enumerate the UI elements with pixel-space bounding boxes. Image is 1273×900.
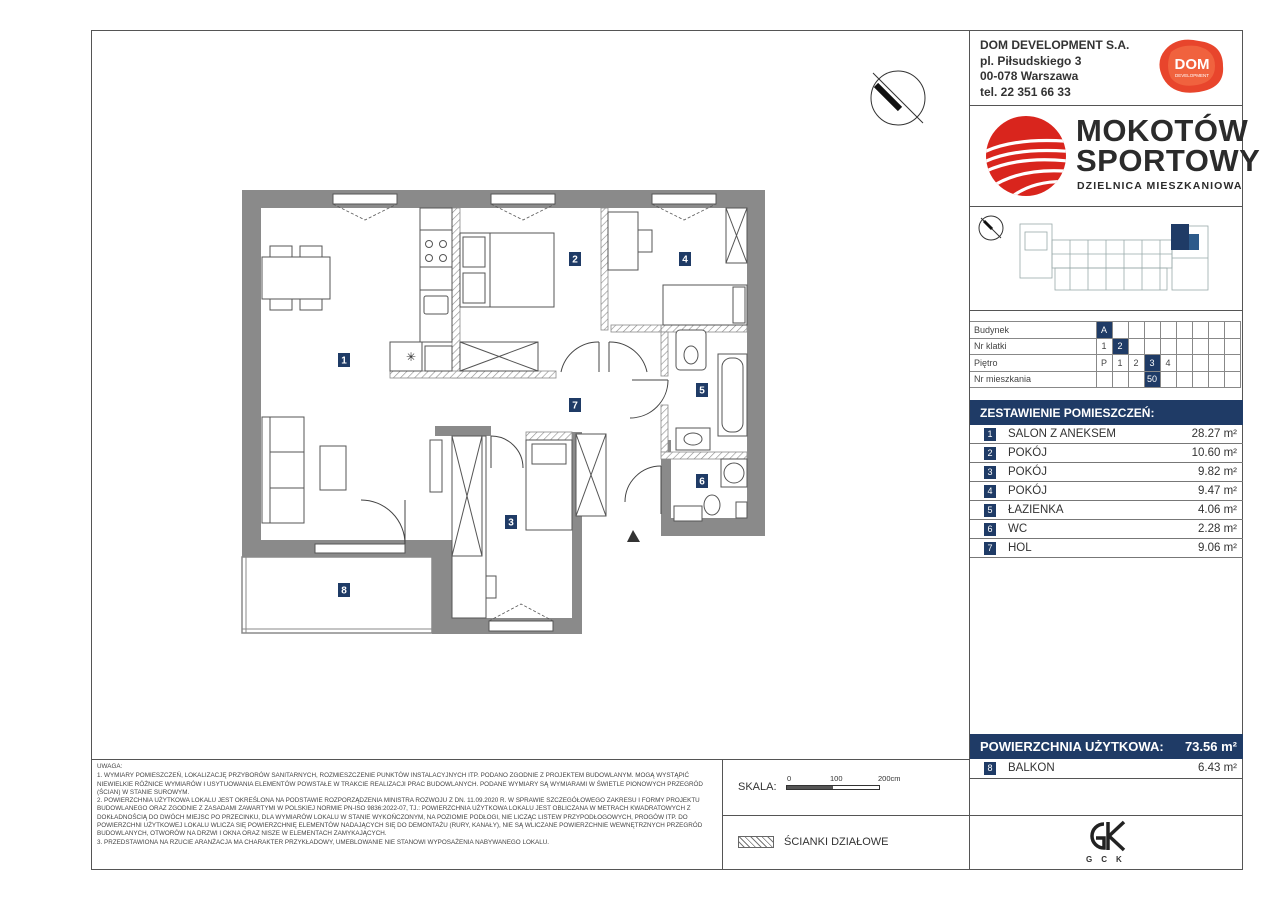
room-number: 3	[984, 466, 996, 479]
svg-text:3: 3	[508, 517, 514, 529]
room-row	[970, 425, 1243, 444]
key-plan-compass-icon	[979, 216, 1003, 240]
room-area: 9.06 m²	[1198, 542, 1237, 554]
compass-icon	[871, 71, 925, 125]
info-cell: 50	[1144, 371, 1160, 388]
total-area-label: POWIERZCHNIA UŻYTKOWA:	[980, 739, 1164, 754]
info-cell	[1208, 322, 1224, 339]
room-number: 4	[984, 485, 996, 498]
info-cell: 1	[1112, 355, 1128, 372]
room-tag-5	[696, 383, 708, 397]
info-cell	[1160, 322, 1176, 339]
key-plan	[975, 210, 1237, 306]
info-cell: A	[1096, 322, 1112, 339]
company-address-city: 00-078 Warszawa	[980, 69, 1079, 83]
scale-label: SKALA:	[738, 781, 777, 793]
info-cell	[1128, 371, 1144, 388]
company-phone: tel. 22 351 66 33	[980, 84, 1071, 99]
info-cell: 3	[1144, 355, 1160, 372]
project-subtitle: DZIELNICA MIESZKANIOWA	[1077, 180, 1243, 192]
scale-tick-200: 200cm	[878, 774, 901, 783]
gck-logo	[1082, 818, 1134, 854]
info-cell	[1096, 371, 1112, 388]
info-cell	[1112, 371, 1128, 388]
room-tag-2	[569, 252, 581, 266]
project-title-line1: MOKOTÓW	[1076, 113, 1249, 148]
room-name: POKÓJ	[1008, 466, 1047, 478]
apartment-info-table	[970, 321, 1241, 388]
scale-bar	[786, 785, 880, 790]
room-tag-7	[569, 398, 581, 412]
svg-text:8: 8	[341, 585, 347, 597]
bathroom-fixtures	[676, 330, 747, 450]
info-cell	[1160, 371, 1176, 388]
fridge-icon: ✳	[406, 350, 417, 364]
info-cell	[1224, 322, 1240, 339]
room-number: 5	[984, 504, 996, 517]
room-row	[970, 539, 1243, 558]
room-tag-3	[505, 515, 517, 529]
dining-table	[262, 246, 330, 310]
room-row	[970, 501, 1243, 520]
room-number: 7	[984, 542, 996, 555]
room-tag-4	[679, 252, 691, 266]
room-row	[970, 482, 1243, 501]
sofa	[262, 417, 346, 523]
balcony-area: 6.43 m²	[1198, 762, 1237, 774]
info-cell	[1224, 338, 1240, 355]
info-row-label: Nr klatki	[970, 338, 1096, 355]
room-area: 2.28 m²	[1198, 523, 1237, 535]
partition-wall-swatch	[738, 836, 774, 848]
info-cell: 2	[1112, 338, 1128, 355]
info-cell	[1192, 355, 1208, 372]
project-title-line2: SPORTOWY	[1076, 143, 1261, 178]
balcony	[242, 557, 432, 633]
room-row	[970, 520, 1243, 539]
info-row-label: Piętro	[970, 355, 1096, 372]
company-block	[980, 38, 1129, 100]
scale-tick-0: 0	[787, 774, 792, 783]
room-name: SALON Z ANEKSEM	[1008, 428, 1117, 440]
note-item-3: 3. PRZEDSTAWIONA NA RZUCIE ARANŻACJA MA CHARAKTER PRZYKŁADOWY, UMEBLOWANIE NIE STANOWI WYPOSAŻENIA NABYWANEGO LOKALU.	[97, 838, 550, 846]
svg-text:4: 4	[682, 254, 688, 266]
sidebar-line-5	[969, 815, 1243, 816]
note-item-2: 2. POWIERZCHNIA UŻYTKOWA LOKALU JEST OKREŚLONA NA PODSTAWIE ROZPORZĄDZENIA MINISTRA ROZWOJU Z DN. 11.09.2020 R. W SPRAWIE SZCZEGÓŁOWEGO ZAKRESU I FORMY PROJEKTU BUDOWLANEGO ORAZ ZGODNIE Z ZASADAMI ZAWARTYMI W POLSKIEJ NORMIE PN-ISO 9836:2022-07, TJ.: POWIERZCHNIA UŻYTKOWA LOKALU JEST OBLICZANA W METRACH KWADRATOWYCH Z DOKŁADNOŚCIĄ DO DWÓCH MIEJSC PO PRZECINKU, DLA WYMIARÓW LOKALU W STANIE WYKOŃCZONYM, NA POZIOMIE PODŁOGI, NIE LICZĄC LISTEW PRZYPODŁOGOWYCH, PROGÓW ITP. DO POWIERZCHNI UŻYTKOWEJ LOKALU WLICZA SIĘ POWIERZCHNIĘ ELEMENTÓW NADAJĄCYCH SIĘ DO DEMONTAŻU (RURY, KANAŁY), NIE SĄ WLICZANE POWIERZCHNIE WEWNĘTRZNYCH PRZEGRÓD BUDOWLANYCH, OTWORÓW NA DRZWI I OKNA ORAZ NISZE W ELEMENTACH ZAMYKAJĄCYCH.	[97, 797, 703, 838]
info-row	[970, 355, 1240, 372]
key-plan-highlight	[1171, 224, 1189, 250]
room-number: 6	[984, 523, 996, 536]
info-row	[970, 371, 1240, 388]
info-cell	[1224, 371, 1240, 388]
dom-logo-text: DOM	[1174, 56, 1210, 73]
room-area: 9.47 m²	[1198, 485, 1237, 497]
info-cell	[1208, 355, 1224, 372]
info-cell	[1208, 338, 1224, 355]
legend-divider	[722, 815, 969, 816]
balcony-row	[970, 759, 1243, 778]
total-area-bar	[970, 734, 1243, 759]
room-tag-1	[338, 353, 350, 367]
note-item-1: 1. WYMIARY POMIESZCZEŃ, LOKALIZACJĘ PRZYBORÓW SANITARNYCH, ROZMIESZCZENIE PUNKTÓW INSTALACYJNYCH ITP. PODANO ZGODNIE Z PROJEKTEM BUDOWLANYM. MOGĄ WYSTĄPIĆ NIEWIELKIE RÓŻNICE WYMIARÓW I USYTUOWANIA ELEMENTÓW POWSTAŁE W TRAKCIE REALIZACJI PRAC BUDOWLANYCH. PODANE WYMIARY SĄ WYMIARAMI W ŚWIETLE PIONOWYCH PRZEGRÓD (ŚCIAN) W STANIE SUROWYM.	[97, 772, 703, 796]
room-tag-6	[696, 474, 708, 488]
room-area: 9.82 m²	[1198, 466, 1237, 478]
info-cell	[1144, 322, 1160, 339]
balcony-number: 8	[984, 762, 996, 775]
info-cell: 4	[1160, 355, 1176, 372]
info-cell: P	[1096, 355, 1112, 372]
room-name: HOL	[1008, 542, 1032, 554]
svg-text:7: 7	[572, 400, 578, 412]
info-cell	[1160, 338, 1176, 355]
info-cell: 2	[1128, 355, 1144, 372]
info-cell	[1208, 371, 1224, 388]
sidebar-line-1	[969, 105, 1243, 106]
info-cell	[1192, 371, 1208, 388]
room-area: 28.27 m²	[1191, 428, 1237, 440]
room-name: ŁAZIENKA	[1008, 504, 1064, 516]
entrance-arrow-icon	[627, 530, 640, 542]
project-title	[1076, 113, 1261, 178]
info-row	[970, 322, 1240, 339]
sidebar-line-2	[969, 206, 1243, 207]
room-area: 10.60 m²	[1191, 447, 1237, 459]
room-name: WC	[1008, 523, 1028, 535]
total-area-value: 73.56 m²	[1184, 739, 1237, 754]
wc-fixtures	[674, 459, 747, 521]
room-2-bed	[460, 233, 554, 371]
svg-text:1: 1	[341, 355, 347, 367]
partition-wall-label: ŚCIANKI DZIAŁOWE	[784, 836, 889, 848]
room-name: POKÓJ	[1008, 485, 1047, 497]
kitchen	[390, 208, 452, 371]
notes-header: UWAGA:	[97, 763, 123, 770]
notes-block	[97, 763, 722, 847]
info-cell	[1176, 338, 1192, 355]
info-cell: 1	[1096, 338, 1112, 355]
info-cell	[1224, 355, 1240, 372]
info-cell	[1176, 371, 1192, 388]
svg-text:6: 6	[699, 476, 705, 488]
info-row-label: Budynek	[970, 322, 1096, 339]
rooms-table-header: ZESTAWIENIE POMIESZCZEŃ:	[970, 400, 1243, 425]
bottom-band-divider	[91, 759, 969, 760]
sidebar-line-4	[969, 778, 1243, 779]
room-row	[970, 463, 1243, 482]
company-address-street: pl. Piłsudskiego 3	[980, 53, 1082, 68]
balcony-name: BALKON	[1008, 762, 1055, 774]
room-number: 1	[984, 428, 996, 441]
info-cell	[1128, 322, 1144, 339]
room-tag-8	[338, 583, 350, 597]
room-name: POKÓJ	[1008, 447, 1047, 459]
info-cell	[1192, 322, 1208, 339]
info-cell	[1128, 338, 1144, 355]
dom-logo-subtext: DEVELOPMENT	[1174, 73, 1210, 78]
info-cell	[1176, 355, 1192, 372]
info-cell	[1176, 322, 1192, 339]
svg-text:2: 2	[572, 254, 578, 266]
room-number: 2	[984, 447, 996, 460]
mokotow-sportowy-logo	[984, 114, 1068, 198]
info-cell	[1192, 338, 1208, 355]
dom-development-logo	[1157, 38, 1227, 94]
company-name: DOM DEVELOPMENT S.A.	[980, 38, 1130, 52]
sidebar-line-3	[969, 310, 1243, 311]
room-area: 4.06 m²	[1198, 504, 1237, 516]
room-4-furniture	[608, 208, 747, 325]
scale-tick-100: 100	[830, 774, 843, 783]
info-row	[970, 338, 1240, 355]
info-cell	[1144, 338, 1160, 355]
gck-letters: GCK	[1086, 855, 1131, 864]
svg-text:5: 5	[699, 385, 705, 397]
info-row-label: Nr mieszkania	[970, 371, 1096, 388]
info-cell	[1112, 322, 1128, 339]
room-row	[970, 444, 1243, 463]
